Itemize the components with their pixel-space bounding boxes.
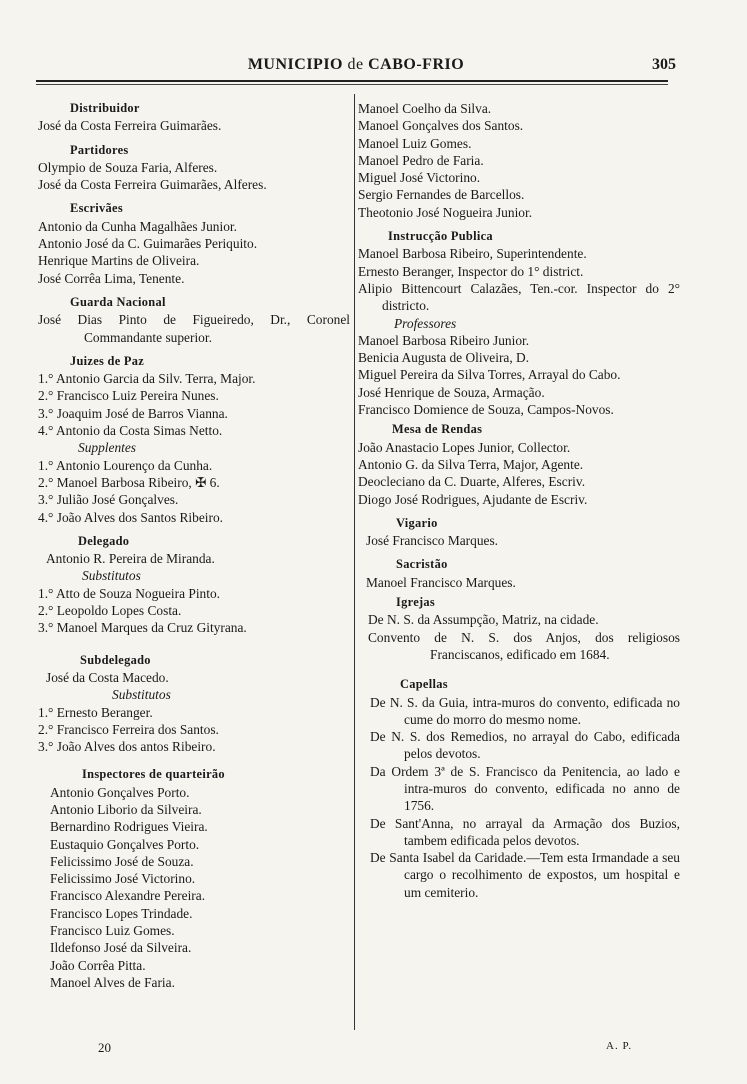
section-heading: Distribuidor — [70, 101, 140, 115]
list-item: Deocleciano da C. Duarte, Alferes, Escriv. — [358, 474, 586, 490]
section-heading: Mesa de Rendas — [392, 422, 483, 437]
list-item: Antonio R. Pereira de Miranda. — [46, 551, 215, 567]
list-item: José da Costa Macedo. — [46, 669, 169, 685]
page-title: MUNICIPIO de CABO-FRIO — [247, 56, 465, 73]
list-item: José Corrêa Lima, Tenente. — [38, 270, 185, 286]
right-column — [358, 100, 680, 901]
list-item: Eustaquio Gonçalves Porto. — [50, 836, 200, 852]
list-item: Manoel Alves de Faria. — [50, 974, 175, 990]
list-item: 3.° Julião José Gonçalves. — [38, 492, 179, 508]
subsection-heading: Substitutos — [112, 687, 171, 703]
list-item: 1.° Atto de Souza Nogueira Pinto. — [38, 585, 221, 601]
list-item: Bernardino Rodrigues Vieira. — [50, 819, 208, 835]
list-item: Antonio Liborio da Silveira. — [50, 801, 202, 817]
list-item: 2.° Manoel Barbosa Ribeiro, ✠ 6. — [38, 474, 220, 490]
list-item: 2.° Francisco Ferreira dos Santos. — [38, 721, 219, 737]
list-item: Francisco Alexandre Pereira. — [50, 888, 206, 904]
list-item: 3.° Joaquim José de Barros Vianna. — [38, 405, 228, 421]
section-heading: Inspectores de quarteirão — [82, 767, 225, 782]
list-item: José Henrique de Souza, Armação. — [358, 384, 545, 400]
list-item: 1.° Antonio Garcia da Silv. Terra, Major. — [38, 371, 256, 387]
list-item: Francisco Domience de Souza, Campos-Novos. — [358, 402, 614, 418]
printer-initials: A. P. — [606, 1040, 633, 1052]
section-heading: Vigario — [396, 515, 438, 530]
list-item: João Corrêa Pitta. — [50, 957, 146, 973]
list-item: Antonio G. da Silva Terra, Major, Agente. — [358, 456, 584, 472]
header-rule-thin — [36, 84, 668, 85]
list-item: Manoel Luiz Gomes. — [358, 135, 472, 151]
list-item: Theotonio José Nogueira Junior. — [358, 204, 533, 220]
section-heading: Juizes de Paz — [70, 353, 145, 368]
list-item: Ernesto Beranger, Inspector do 1° district. — [358, 263, 584, 279]
list-item: José Dias Pinto de Figueiredo, Dr., Coronel Commandante superior. — [38, 312, 350, 345]
section-heading: Igrejas — [396, 595, 436, 610]
list-item: Da Ordem 3ª de S. Francisco da Penitencia, ao lado e intra-muros do convento, edificada no anno de 1756. — [370, 763, 680, 814]
list-item: Antonio da Cunha Magalhães Junior. — [38, 218, 237, 234]
list-item: Manoel Pedro de Faria. — [358, 152, 484, 168]
list-item: Sergio Fernandes de Barcellos. — [358, 187, 525, 203]
list-item: Convento de N. S. dos Anjos, dos religiosos Franciscanos, edificado em 1684. — [368, 629, 680, 662]
subsection-heading: Substitutos — [82, 568, 141, 584]
header-rule — [36, 80, 668, 82]
left-column — [38, 100, 350, 991]
list-item: De N. S. da Guia, intra-muros do convento, edificada no cume do morro do mesmo nome. — [370, 694, 680, 727]
list-item: José da Costa Ferreira Guimarães. — [38, 118, 222, 134]
page-number: 305 — [652, 56, 676, 73]
list-item: De N. S. da Assumpção, Matriz, na cidade. — [368, 612, 599, 628]
section-heading: Delegado — [78, 533, 130, 548]
list-item: 3.° João Alves dos antos Ribeiro. — [38, 739, 216, 755]
section-heading: Partidores — [70, 142, 129, 157]
section-heading: Sacristão — [396, 557, 448, 572]
list-item: Manoel Coelho da Silva. — [358, 101, 492, 116]
signature-number: 20 — [98, 1040, 111, 1055]
section-heading: Subdelegado — [80, 652, 151, 667]
list-item: 2.° Leopoldo Lopes Costa. — [38, 603, 182, 619]
section-heading: Capellas — [400, 677, 448, 692]
column-divider — [354, 94, 355, 1030]
list-item: Felicissimo José Victorino. — [50, 871, 196, 887]
subsection-heading: Professores — [394, 315, 457, 331]
list-item: Francisco Lopes Trindade. — [50, 905, 193, 921]
list-item: 2.° Francisco Luiz Pereira Nunes. — [38, 388, 219, 404]
section-heading: Instrucção Publica — [388, 229, 493, 244]
list-item: De N. S. dos Remedios, no arrayal do Cabo, edificada pelos devotos. — [370, 729, 680, 762]
list-item: 3.° Manoel Marques da Cruz Gityrana. — [38, 620, 247, 636]
section-heading: Guarda Nacional — [70, 294, 166, 309]
list-item: Ildefonso José da Silveira. — [50, 940, 192, 956]
list-item: 1.° Ernesto Beranger. — [38, 704, 153, 720]
list-item: Antonio Gonçalves Porto. — [50, 784, 190, 800]
list-item: José da Costa Ferreira Guimarães, Alferes. — [38, 177, 267, 193]
list-item: Felicissimo José de Souza. — [50, 853, 194, 869]
list-item: Olympio de Souza Faria, Alferes. — [38, 159, 218, 175]
page-header — [36, 56, 676, 80]
subsection-heading: Supplentes — [78, 440, 137, 456]
list-item: 1.° Antonio Lourenço da Cunha. — [38, 457, 213, 473]
list-item: De Santa Isabel da Caridade.—Tem esta Irmandade a seu cargo o recolhimento de expostos, um hospital e um cemiterio. — [370, 850, 680, 900]
section-heading: Escrivães — [70, 201, 123, 216]
list-item: Francisco Luiz Gomes. — [50, 923, 175, 939]
list-item: João Anastacio Lopes Junior, Collector. — [358, 439, 571, 455]
list-item: Manoel Barbosa Ribeiro, Superintendente. — [358, 246, 587, 262]
list-item: Henrique Martins de Oliveira. — [38, 253, 200, 269]
list-item: Manoel Gonçalves dos Santos. — [358, 118, 524, 134]
list-item: Diogo José Rodrigues, Ajudante de Escriv. — [358, 491, 588, 507]
list-item: Antonio José da C. Guimarães Periquito. — [38, 236, 258, 252]
list-item: De Sant'Anna, no arrayal da Armação dos Buzios, tambem edificada pelos devotos. — [370, 815, 680, 848]
list-item: 4.° Antonio da Costa Simas Netto. — [38, 423, 223, 439]
list-item: 4.° João Alves dos Santos Ribeiro. — [38, 509, 224, 525]
list-item: Benicia Augusta de Oliveira, D. — [358, 350, 530, 366]
list-item: Miguel José Victorino. — [358, 170, 481, 186]
list-item: José Francisco Marques. — [366, 533, 499, 549]
list-item: Manoel Barbosa Ribeiro Junior. — [358, 332, 530, 348]
list-item: Manoel Francisco Marques. — [366, 574, 516, 590]
list-item: Miguel Pereira da Silva Torres, Arrayal do Cabo. — [358, 367, 621, 383]
list-item: Alipio Bittencourt Calazães, Ten.-cor. Inspector do 2° districto. — [358, 280, 680, 314]
